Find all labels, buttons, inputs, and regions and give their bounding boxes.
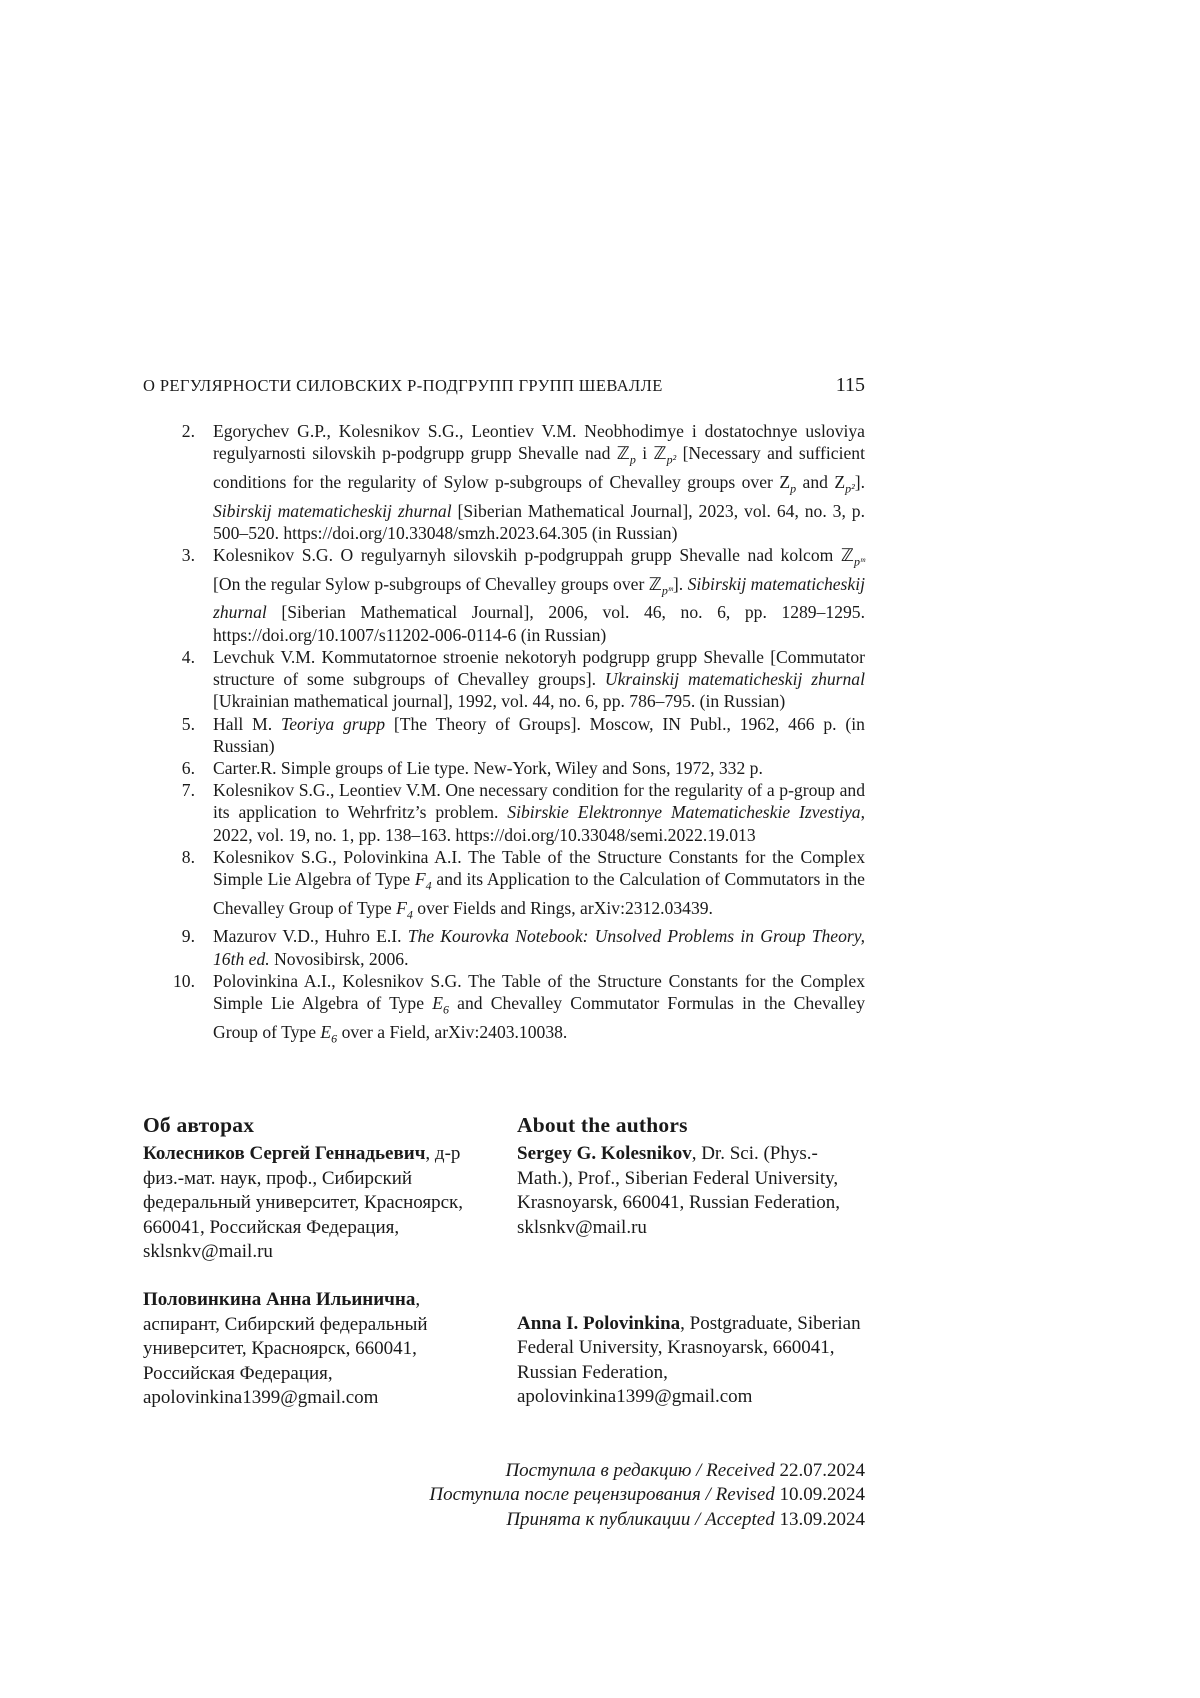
- author-affiliation: , аспирант, Сибирский федеральный университет, Красноярск, 660041, Российская Федерация, apolovinkina1399@gmail.com: [143, 1289, 428, 1409]
- date-label: Принята к публикации / Accepted: [506, 1508, 775, 1530]
- reference-text-part: Hall M.: [213, 713, 282, 734]
- reference-text-part: 6: [442, 1002, 449, 1017]
- reference-text-part: over Fields and Rings, arXiv:2312.03439.: [412, 897, 713, 918]
- reference-text-part: i ℤ: [635, 443, 667, 464]
- author-affiliation: , Dr. Sci. (Phys.-Math.), Prof., Siberian Federal University, Krasnoyarsk, 660041, Russian Federation, sklsnkv@mail.ru: [517, 1143, 840, 1238]
- author-name: Anna I. Polovinkina: [517, 1313, 681, 1335]
- reference-item: [143, 970, 865, 1050]
- reference-text-part: Kolesnikov S.G. O regulyarnyh silovskih p-podgruppah grupp Shevalle nad kolcom ℤ: [213, 545, 854, 566]
- author-entry: [143, 1142, 488, 1264]
- author-entry: [143, 1288, 488, 1410]
- reference-item: [143, 757, 865, 779]
- authors-en: [517, 1113, 865, 1434]
- reference-number: 6.: [181, 757, 195, 778]
- running-head: [143, 374, 865, 402]
- reference-text-part: and Z: [796, 471, 846, 492]
- reference-number: 2.: [181, 421, 195, 441]
- reference-number: 8.: [181, 846, 195, 867]
- reference-text-part: [The Theory of Groups]. Moscow, IN Publ., 1962, 466 p. (in Russian): [213, 713, 865, 756]
- reference-text-part: Sibirskie Elektronnye Matematicheskie Izvestiya: [507, 802, 861, 823]
- reference-item: [143, 713, 865, 757]
- reference-text-part: Sibirskij matematicheskij zhurnal: [213, 573, 865, 623]
- reference-text-part: Novosibirsk, 2006.: [269, 948, 409, 969]
- reference-text-part: [Siberian Mathematical Journal], 2023, vol. 64, no. 3, p. 500–520. https://doi.org/10.33048/smzh.2023.64.305 (in Russian): [213, 500, 865, 543]
- reference-text: [195, 646, 865, 713]
- author-affiliation: , д-р физ.-мат. наук, проф., Сибирский федеральный университет, Красноярск, 660041, Российская Федерация, sklsnkv@mail.ru: [143, 1143, 464, 1263]
- reference-text-part: p: [629, 452, 636, 467]
- reference-text-part: Ukrainskij matematicheskij zhurnal: [604, 669, 865, 690]
- date-label: Поступила после рецензирования / Revised: [429, 1484, 775, 1506]
- reference-text-part: [Necessary and sufficient conditions for the regularity of Sylow p-subgroups of Chevalley groups over Z: [213, 443, 865, 492]
- authors-heading-en: About the authors: [517, 1113, 688, 1137]
- reference-number: 10.: [173, 970, 195, 991]
- reference-text-part: p²: [666, 452, 677, 467]
- reference-text-part: Sibirskij matematicheskij zhurnal: [213, 500, 452, 521]
- submission-dates: [143, 1459, 865, 1532]
- reference-text-part: F: [414, 868, 426, 889]
- reference-text-part: ].: [854, 471, 866, 492]
- reference-number: 5.: [181, 713, 195, 734]
- reference-text: [195, 757, 865, 779]
- reference-text-part: 6: [331, 1031, 338, 1046]
- authors-ru: [143, 1113, 488, 1434]
- reference-text: [195, 420, 865, 544]
- reference-text-part: , 2022, vol. 19, no. 1, pp. 138–163. https://doi.org/10.33048/semi.2022.19.013: [213, 802, 865, 845]
- page-number: 115: [835, 374, 865, 396]
- reference-text-part: E: [320, 1021, 332, 1042]
- reference-text-part: F: [396, 897, 407, 918]
- reference-item: [143, 646, 865, 713]
- date-value: 13.09.2024: [779, 1508, 865, 1530]
- reference-text-part: [Ukrainian mathematical journal], 1992, vol. 44, no. 6, pp. 786–795. (in Russian): [213, 691, 786, 712]
- date-revised: [143, 1483, 865, 1507]
- reference-text: [195, 970, 865, 1050]
- reference-item: [143, 544, 865, 646]
- reference-text: [195, 779, 865, 846]
- reference-item: [143, 925, 865, 969]
- author-name: Половинкина Анна Ильинична: [143, 1289, 416, 1311]
- reference-list: [143, 420, 865, 1049]
- reference-text-part: E: [432, 992, 443, 1013]
- reference-text-part: Egorychev G.P., Kolesnikov S.G., Leontiev V.M. Neobhodimye i dostatochnye usloviya regulyarnosti silovskih p-podgrupp grupp Shevalle nad ℤ: [213, 421, 865, 464]
- reference-text-part: p: [790, 481, 797, 496]
- reference-text-part: Polovinkina A.I., Kolesnikov S.G. The Table of the Structure Constants for the Complex Simple Lie Algebra of Type: [213, 970, 865, 1013]
- reference-text-part: Carter.R. Simple groups of Lie type. New-York, Wiley and Sons, 1972, 332 p.: [213, 757, 763, 778]
- reference-text-part: Kolesnikov S.G., Polovinkina A.I. The Table of the Structure Constants for the Complex Simple Lie Algebra of Type: [213, 846, 865, 889]
- reference-text-part: Teoriya grupp: [281, 713, 386, 734]
- date-accepted: [143, 1508, 865, 1532]
- reference-text-part: and Chevalley Commutator Formulas in the Chevalley Group of Type: [213, 992, 865, 1042]
- author-affiliation: , Postgraduate, Siberian Federal University, Krasnoyarsk, 660041, Russian Federation, apolovinkina1399@gmail.com: [517, 1313, 861, 1408]
- reference-text-part: Mazurov V.D., Huhro E.I.: [213, 926, 408, 947]
- reference-number: 3.: [181, 545, 195, 566]
- reference-item: [143, 420, 865, 544]
- author-name: Колесников Сергей Геннадьевич: [143, 1143, 426, 1165]
- author-entry: [517, 1312, 865, 1410]
- reference-item: [143, 846, 865, 926]
- reference-text-part: pᵐ: [853, 554, 865, 569]
- reference-text-part: and its Application to the Calculation of Commutators in the Chevalley Group of Type: [213, 868, 865, 918]
- reference-text: [195, 544, 865, 646]
- date-received: [143, 1459, 865, 1483]
- reference-text-part: ].: [672, 573, 688, 594]
- authors-heading-ru: Об авторах: [143, 1113, 255, 1137]
- reference-text-part: p²: [845, 481, 855, 496]
- reference-text-part: 4: [406, 907, 413, 922]
- reference-item: [143, 779, 865, 846]
- reference-text-part: [On the regular Sylow p-subgroups of Chevalley groups over ℤ: [213, 573, 662, 594]
- reference-text-part: Levchuk V.M. Kommutatornoe stroenie nekotoryh podgrupp grupp Shevalle [Commutator structure of some subgroups of Chevalley groups].: [213, 646, 865, 690]
- reference-text-part: pᵐ: [661, 583, 673, 598]
- reference-text-part: Kolesnikov S.G., Leontiev V.M. One necessary condition for the regularity of a p-group and its application to Wehrfritz’s problem.: [213, 780, 865, 823]
- author-name: Sergey G. Kolesnikov: [517, 1143, 692, 1165]
- reference-text-part: over a Field, arXiv:2403.10038.: [337, 1021, 568, 1042]
- reference-number: 4.: [181, 646, 195, 667]
- reference-text: [195, 846, 865, 926]
- date-value: 22.07.2024: [779, 1460, 865, 1481]
- running-title: О РЕГУЛЯРНОСТИ СИЛОВСКИХ P-ПОДГРУПП ГРУПП ШЕВАЛЛЕ: [143, 376, 663, 395]
- date-value: 10.09.2024: [779, 1484, 865, 1506]
- reference-text: [195, 713, 865, 757]
- reference-text: [195, 925, 865, 969]
- reference-number: 9.: [181, 926, 195, 947]
- reference-text-part: 4: [425, 878, 432, 893]
- reference-text-part: [Siberian Mathematical Journal], 2006, vol. 46, no. 6, pp. 1289–1295. https://doi.org/10.1007/s11202-006-0114-6 (in Russian): [213, 602, 865, 645]
- author-entry: [517, 1142, 865, 1240]
- date-label: Поступила в редакцию / Received: [505, 1460, 775, 1481]
- reference-text-part: The Kourovka Notebook: Unsolved Problems in Group Theory, 16th ed.: [213, 926, 866, 969]
- reference-number: 7.: [181, 780, 195, 801]
